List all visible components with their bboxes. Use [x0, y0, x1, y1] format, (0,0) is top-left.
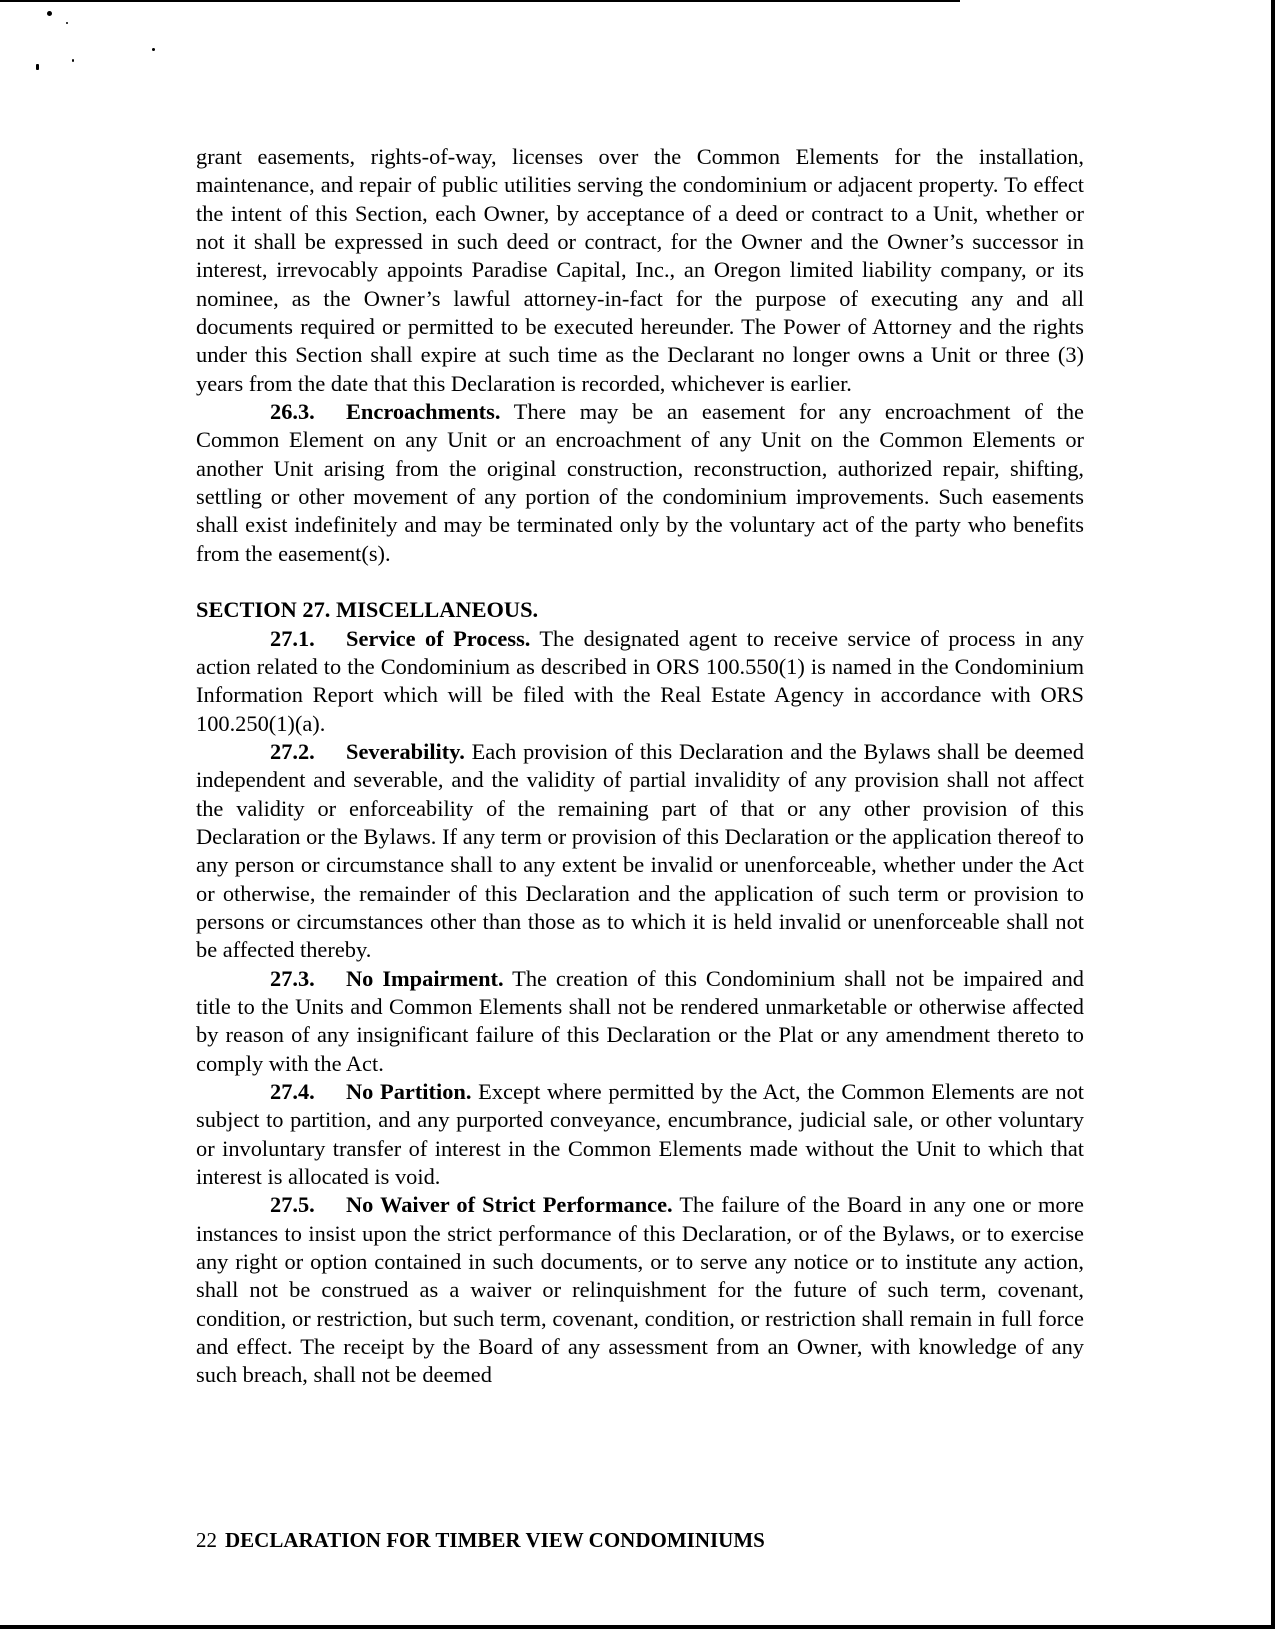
- section-title: No Impairment.: [346, 965, 504, 991]
- section-27-3: [196, 965, 1084, 1078]
- scan-top-border: [0, 0, 960, 2]
- section-number: 27.1.: [270, 625, 315, 651]
- scan-speck: [152, 48, 155, 51]
- section-text: Except where permitted by the Act, the Common Elements are not subject to partition, and any purported conveyance, encumbrance, judicial sale, or other voluntary or involuntary transfer of interest in the Common Elements made without the Unit to which that interest is allocated is void.: [196, 1079, 1085, 1190]
- document-body: [196, 143, 1084, 1390]
- section-27-5: [196, 1191, 1084, 1389]
- section-number: 27.3.: [270, 965, 315, 991]
- section-text: The designated agent to receive service of process in any action related to the Condominium as described in ORS 100.550(1) is named in the Condominium Information Report which will be filed with the Real Estate Agency in accordance with ORS 100.250(1)(a).: [196, 625, 1085, 736]
- scan-speck: [47, 11, 52, 16]
- scan-speck: [36, 64, 39, 70]
- section-27-4: [196, 1078, 1084, 1191]
- section-number: 27.2.: [270, 738, 315, 764]
- section-number: 26.3.: [270, 399, 315, 425]
- section-title: Service of Process.: [346, 625, 531, 651]
- page-number: 22: [196, 1528, 217, 1552]
- paragraph-continuation: grant easements, rights-of-way, licenses over the Common Elements for the installation, maintenance, and repair of public utilities serving the condominium or adjacent property. To effect the intent of this Section, each Owner, by acceptance of a deed or contract to a Unit, whether or not it shall be expressed in such deed or contract, for the Owner and the Owner’s successor in interest, irrevocably appoints Paradise Capital, Inc., an Oregon limited liability company, or its nominee, as the Owner’s lawful attorney-in-fact for the purpose of executing any and all documents required or permitted to be executed hereunder. The Power of Attorney and the rights under this Section shall expire at such time as the Declarant no longer owns a Unit or three (3) years from the date that this Declaration is recorded, whichever is earlier.: [196, 144, 1084, 396]
- scan-speck: [66, 22, 68, 24]
- section-text: There may be an easement for any encroachment of the Common Element on any Unit or an encroachment of any Unit on the Common Elements or another Unit arising from the original construction, reconstruction, authorized repair, shifting, settling or other movement of any portion of the condominium improvements. Such easements shall exist indefinitely and may be terminated only by the voluntary act of the party who benefits from the easement(s).: [196, 399, 1084, 566]
- section-title: No Waiver of Strict Performance.: [346, 1192, 673, 1218]
- section-27-1: [196, 625, 1084, 738]
- section-text: The failure of the Board in any one or more instances to insist upon the strict performance of this Declaration, or of the Bylaws, or to exercise any right or option contained in such documents, or to serve any notice or to institute any action, shall not be construed as a waiver or relinquishment for the future of such term, covenant, condition, or restriction, but such term, covenant, condition, or restriction shall remain in full force and effect. The receipt by the Board of any assessment from an Owner, with knowledge of any such breach, shall not be deemed: [196, 1192, 1084, 1388]
- section-27-heading: SECTION 27. MISCELLANEOUS.: [196, 597, 539, 623]
- section-26-3: [196, 398, 1084, 568]
- footer-title: DECLARATION FOR TIMBER VIEW CONDOMINIUMS: [225, 1528, 765, 1552]
- section-number: 27.5.: [270, 1192, 315, 1218]
- section-text: Each provision of this Declaration and the Bylaws shall be deemed independent and severable, and the validity of partial invalidity of any provision shall not affect the validity or enforceability of the remaining part of that or any other provision of this Declaration or the Bylaws. If any term or provision of this Declaration or the application thereof to any person or circumstance shall to any extent be invalid or unenforceable, whether under the Act or otherwise, the remainder of this Declaration and the application of such term or provision to persons or circumstances other than those as to which it is held invalid or unenforceable shall not be affected thereby.: [196, 738, 1084, 963]
- section-27-2: [196, 738, 1084, 965]
- section-title: Severability.: [346, 738, 465, 764]
- page-footer: [196, 1528, 765, 1553]
- section-title: Encroachments.: [346, 399, 501, 425]
- scan-speck: [72, 59, 74, 62]
- section-title: No Partition.: [346, 1079, 472, 1104]
- section-number: 27.4.: [270, 1079, 315, 1104]
- section-text: The creation of this Condominium shall not be impaired and title to the Units and Common Elements shall not be rendered unmarketable or otherwise affected by reason of any insignificant failure of this Declaration or the Plat or any amendment thereto to comply with the Act.: [196, 965, 1084, 1076]
